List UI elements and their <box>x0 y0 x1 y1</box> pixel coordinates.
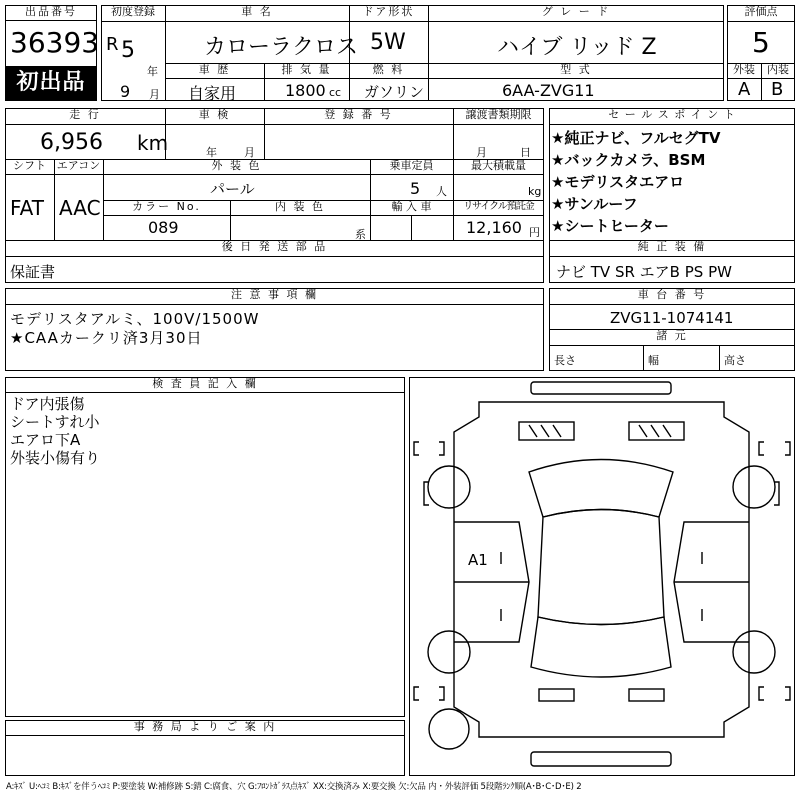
inspection-year-unit: 年 <box>206 146 217 159</box>
transfer-month-unit: 月 <box>476 146 487 159</box>
car-name-value: カローラクロス <box>204 35 359 60</box>
caution-line: モデリスタアルミ、100V/1500W <box>10 310 260 328</box>
mileage-value: 6,956 <box>40 130 103 155</box>
ext-color-label: 外 装 色 <box>211 159 262 172</box>
door-value: 5W <box>370 30 406 55</box>
recycle-value: 12,160 <box>466 218 522 237</box>
max-load-label: 最大積載量 <box>471 159 526 172</box>
spec-width: 幅 <box>648 354 659 367</box>
displacement-unit: cc <box>329 86 342 99</box>
model-value: 6AA-ZVG11 <box>502 81 595 100</box>
chassis-value: ZVG11-1074141 <box>610 309 734 327</box>
equipment-label: 純 正 装 備 <box>637 240 707 253</box>
mileage-label: 走 行 <box>69 108 101 121</box>
history-value: 自家用 <box>188 84 237 103</box>
reg-no-label: 登 録 番 号 <box>324 108 393 121</box>
chassis-label: 車 台 番 号 <box>637 288 707 301</box>
first-reg-year-unit: 年 <box>147 65 158 78</box>
car-name-label: 車 名 <box>241 5 273 18</box>
first-reg-month: 9 <box>120 82 131 101</box>
max-load-unit: kg <box>528 185 542 198</box>
sales-points-label: セ ー ル ス ポ イ ン ト <box>608 108 736 121</box>
first-reg-year: 5 <box>121 38 135 63</box>
ext-color-value: パール <box>210 180 255 198</box>
recycle-unit: 円 <box>529 226 540 239</box>
int-score: B <box>771 79 784 100</box>
delivery-label: 後 日 発 送 部 品 <box>221 240 328 253</box>
int-score-label: 内装 <box>767 63 789 76</box>
lot-label: 出品番号 <box>5 5 97 21</box>
office-label: 事 務 局 よ り ご 案 内 <box>133 720 277 733</box>
ext-score: A <box>738 79 751 100</box>
score-label: 評価点 <box>744 5 778 18</box>
inspector-line: ドア内張傷 <box>10 395 85 413</box>
capacity-value: 5 <box>410 179 421 198</box>
grade-label: グ レ ー ド <box>541 5 611 18</box>
shift-label: シフト <box>13 159 46 172</box>
int-color-label: 内 装 色 <box>275 200 325 213</box>
fuel-label: 燃 料 <box>372 63 405 76</box>
first-listing-badge: 初出品 <box>6 66 96 100</box>
fuel-value: ガソリン <box>364 83 425 101</box>
color-no-value: 089 <box>148 218 179 237</box>
inspector-line: シートすれ小 <box>10 413 100 431</box>
sales-point: ★モデリスタエアロ <box>551 173 685 191</box>
first-reg-label: 初度登録 <box>111 5 155 18</box>
capacity-label: 乗車定員 <box>389 159 434 172</box>
inspection-label: 車 検 <box>198 108 231 121</box>
color-no-label: カラー No. <box>132 200 201 213</box>
car-body-diagram <box>409 377 795 776</box>
sales-point: ★バックカメラ、BSM <box>551 151 706 169</box>
capacity-unit: 人 <box>436 185 447 198</box>
equipment-value: ナビ TV SR エアB PS PW <box>556 263 732 281</box>
inspection-month-unit: 月 <box>244 146 255 159</box>
aircon-value: AAC <box>59 196 101 220</box>
inspector-line: 外装小傷有り <box>10 449 101 467</box>
spec-height: 高さ <box>724 354 746 367</box>
damage-legend: A:ｷｽﾞ U:ﾍｺﾐ B:ｷｽﾞを伴うﾍｺﾐ P:要塗装 W:補修跡 S:錆 C:腐食、穴 G:ﾌﾛﾝﾄｶﾞﾗｽ点ｷｽﾞ XX:交換済み X:要交換 欠:欠品 内・外装評価 5段階ﾗﾝｸ順(A･B･C･D･E) 2 <box>6 782 582 792</box>
score-value: 5 <box>752 26 770 59</box>
door-label: ドア形状 <box>362 5 415 18</box>
mileage-unit: km <box>137 131 169 155</box>
inspector-line: エアロ下A <box>10 431 81 449</box>
aircon-label: エアコン <box>56 159 101 172</box>
lot-number: 36393 <box>10 26 100 59</box>
caution-line: ★CAAカークリ済3月30日 <box>10 329 203 347</box>
model-label: 型 式 <box>560 63 592 76</box>
damage-mark-a1: A1 <box>468 551 488 569</box>
shift-value: FAT <box>10 196 45 220</box>
ext-score-label: 外装 <box>733 63 755 76</box>
int-color-unit: 系 <box>355 228 366 241</box>
history-label: 車 歴 <box>198 63 231 76</box>
sales-point: ★純正ナビ、フルセグTV <box>551 129 721 147</box>
delivery-value: 保証書 <box>10 263 56 281</box>
grade-value: ハイブ リッド Z <box>497 35 657 60</box>
transfer-day-unit: 日 <box>520 146 531 159</box>
first-reg-month-unit: 月 <box>149 88 160 101</box>
recycle-label: リサイクル預託金 <box>463 201 534 212</box>
displacement-value: 1800 <box>285 81 326 100</box>
inspector-label: 検 査 員 記 入 欄 <box>152 377 258 390</box>
import-label: 輸 入 車 <box>391 200 432 213</box>
sales-point: ★シートヒーター <box>551 217 669 235</box>
sales-point: ★サンルーフ <box>551 195 638 213</box>
spec-length: 長さ <box>554 354 576 367</box>
displacement-label: 排 気 量 <box>281 63 332 76</box>
specs-label: 諸 元 <box>656 329 688 342</box>
transfer-label: 譲渡書類期限 <box>465 108 532 121</box>
caution-label: 注 意 事 項 欄 <box>231 288 318 301</box>
first-reg-era: R <box>106 34 119 55</box>
